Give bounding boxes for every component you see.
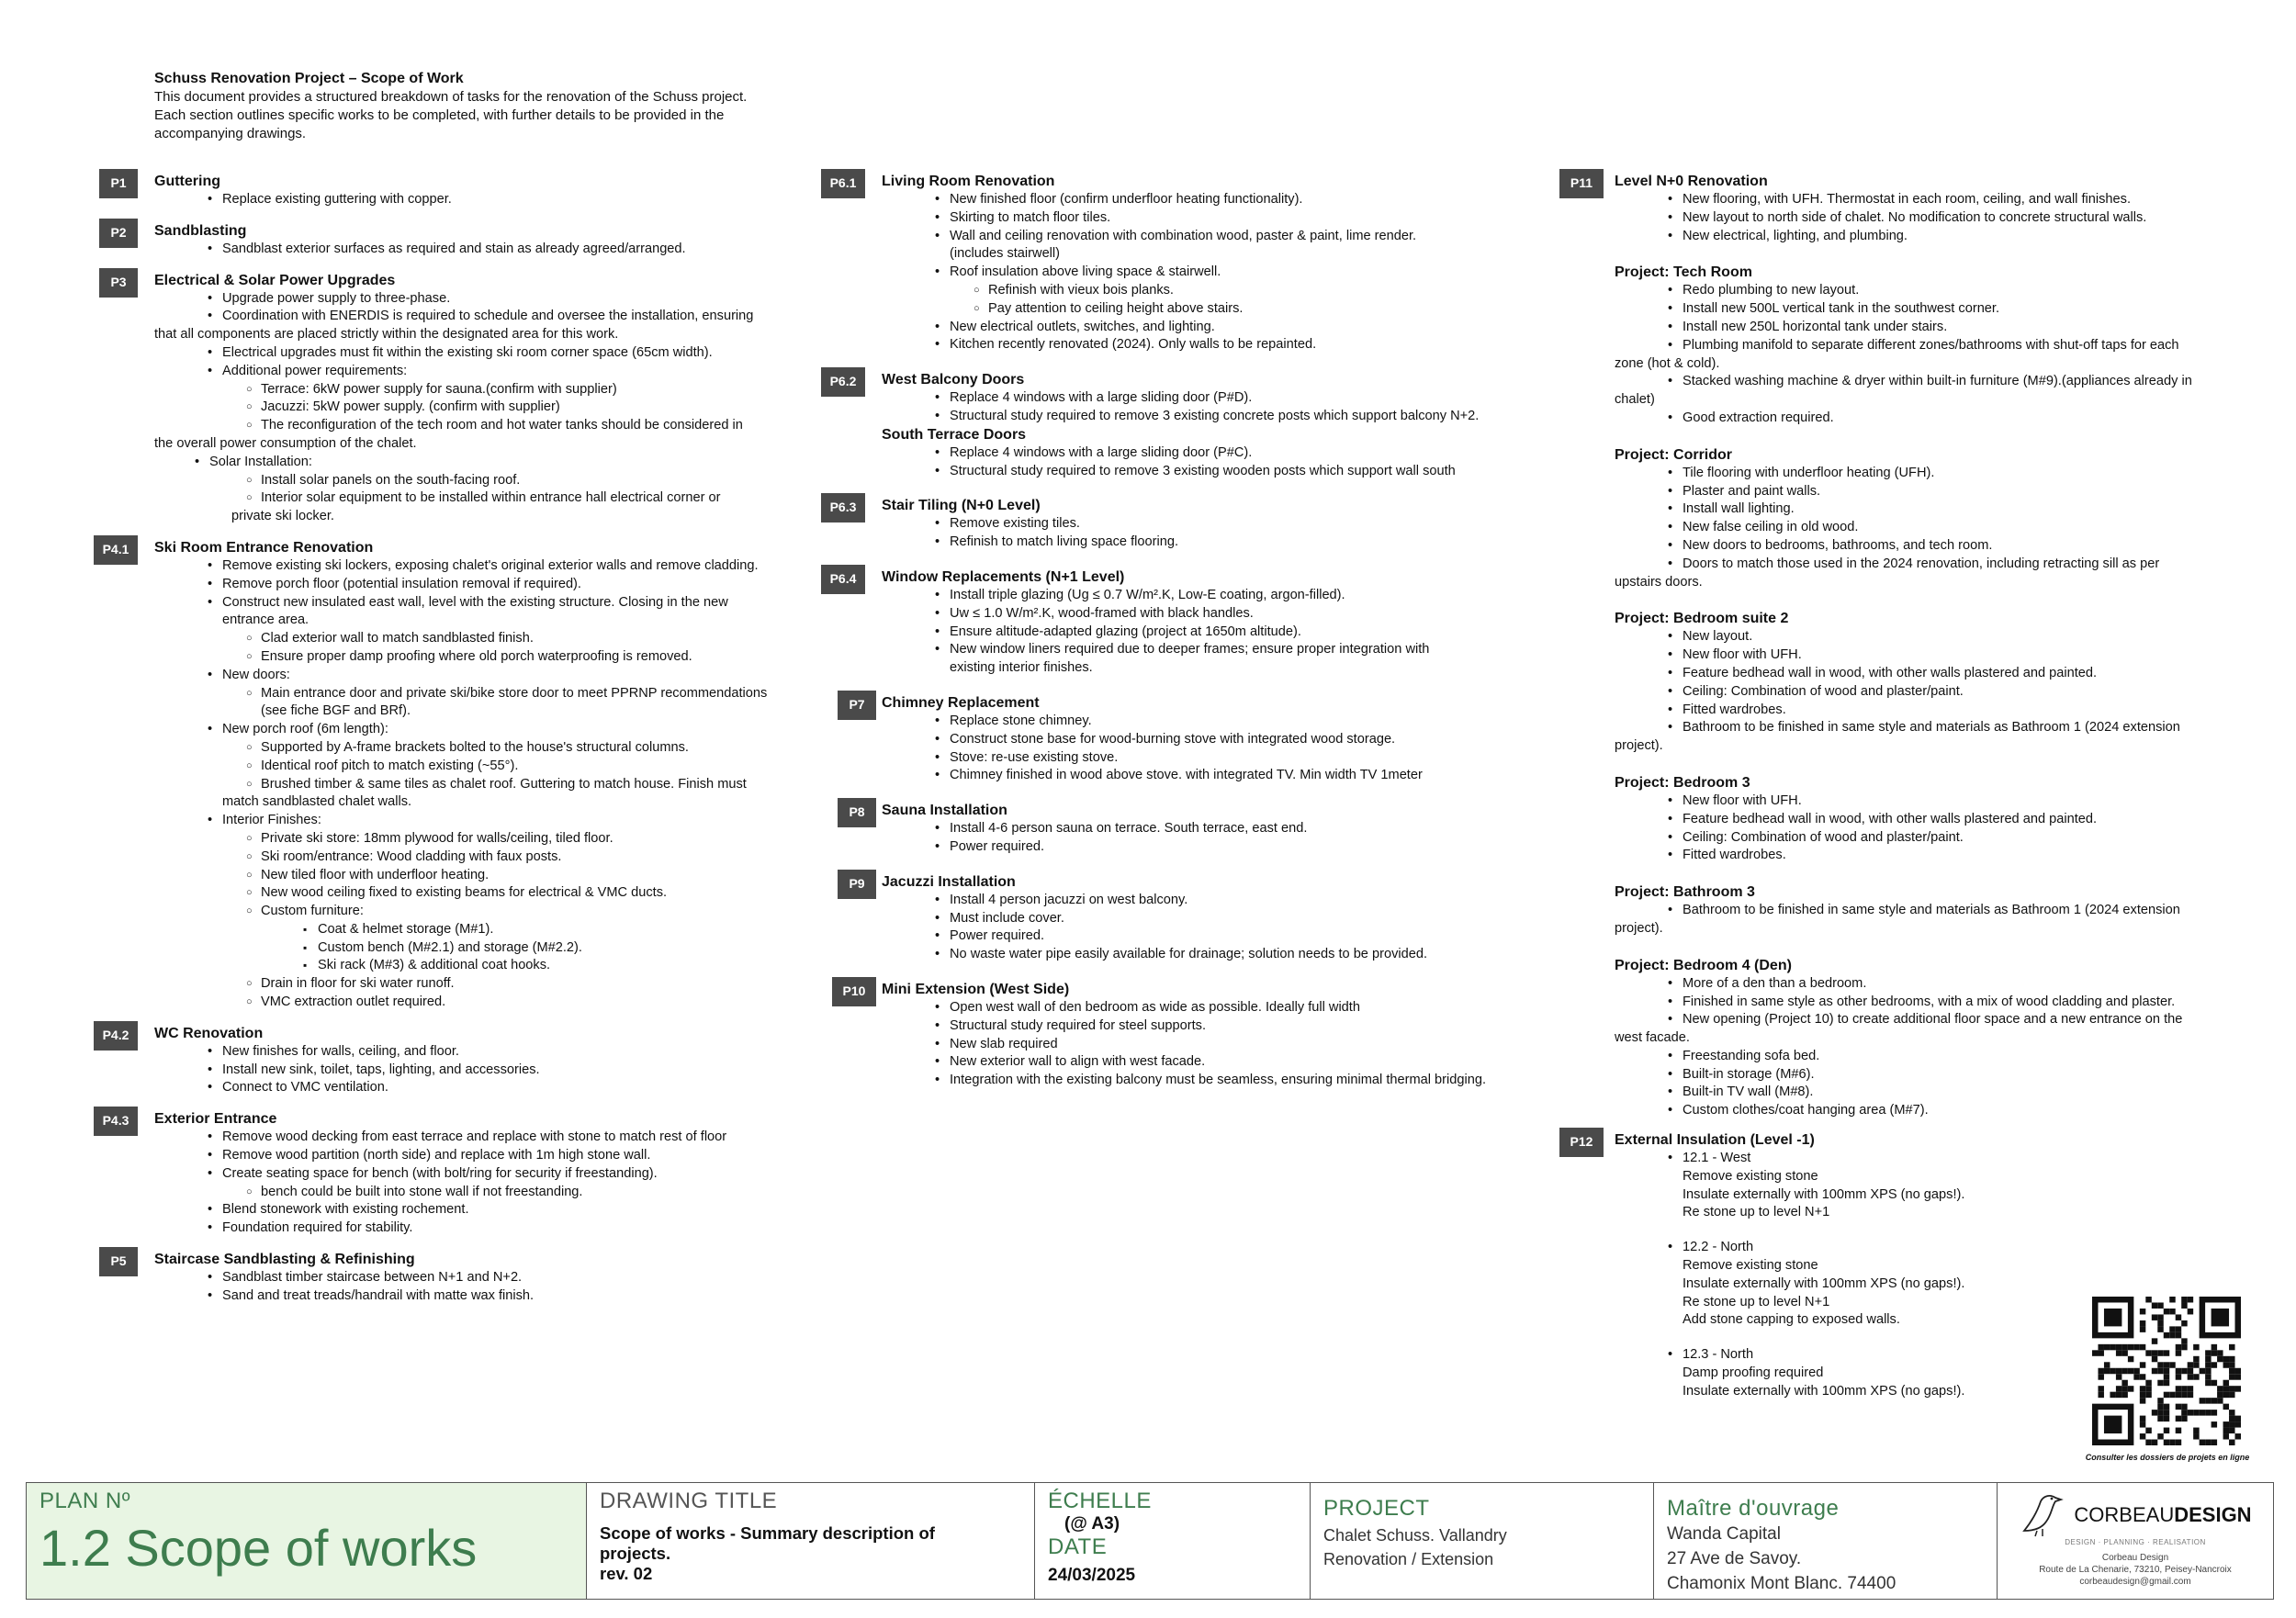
section-title: Ski Room Entrance Renovation [154, 539, 374, 556]
sub-bullet: ○ Drain in floor for ski water runoff. [246, 975, 816, 994]
bullet: • New finished floor (confirm underfloor heating functionality). [935, 191, 1561, 209]
section-p5 [99, 1251, 816, 1306]
section-badge: P5 [99, 1247, 138, 1276]
bullet-continuation: chalet) [1615, 392, 1655, 408]
section-badge: P6.4 [821, 565, 865, 594]
drawing-title-value: projects. [600, 1544, 671, 1563]
bullet: • Finished in same style as other bedrooms, with a mix of wood cladding and plaster. [1668, 994, 2257, 1012]
bullet: • Tile flooring with underfloor heating (UFH). [1668, 465, 2257, 483]
owner-cell [1654, 1483, 1998, 1599]
bullet: • Power required. [935, 927, 1561, 946]
bullet: • New layout to north side of chalet. No modification to concrete structural walls. [1668, 209, 2257, 228]
sub-bullet: ○ Jacuzzi: 5kW power supply. (confirm with supplier) [246, 399, 816, 417]
section-p6-1 [827, 173, 1561, 354]
bullet: • New doors: [208, 667, 816, 685]
drawing-title-cell [587, 1483, 1035, 1599]
bullet: • New floor with UFH. [1668, 646, 2257, 665]
drawing-title-value: Scope of works - Summary description of [600, 1523, 935, 1543]
bullet: • Electrical upgrades must fit within the existing ski room corner space (65cm width). [208, 344, 816, 363]
section-p4-3 [99, 1110, 816, 1238]
bullet: • Coordination with ENERDIS is required to schedule and oversee the installation, ensuring [208, 308, 816, 326]
owner-label: Maître d'ouvrage [1667, 1496, 1840, 1521]
text-line: Insulate externally with 100mm XPS (no gaps!). [1683, 1186, 1965, 1202]
bullet: • Plaster and paint walls. [1668, 483, 2257, 501]
bullet: • New porch roof (6m length): [208, 721, 816, 739]
bullet: • Feature bedhead wall in wood, with other walls plastered and painted. [1668, 811, 2257, 829]
sub-bullet: ○ New tiled floor with underfloor heating. [246, 867, 816, 885]
column-2 [827, 173, 1561, 1103]
bullet: • New flooring, with UFH. Thermostat in each room, ceiling, and wall finishes. [1668, 191, 2257, 209]
sub-bullet: ○ bench could be built into stone wall if not freestanding. [246, 1184, 816, 1202]
section-title: Guttering [154, 174, 220, 189]
section-title: External Insulation (Level -1) [1615, 1132, 1815, 1149]
company-name: Corbeau Design [2101, 1553, 2169, 1563]
bullet: • New false ceiling in old wood. [1668, 519, 2257, 537]
bullet: • Integration with the existing balcony must be seamless, ensuring minimal thermal bridging. [935, 1072, 1561, 1090]
bullet: • Blend stonework with existing rochement. [208, 1201, 816, 1219]
bullet: • Built-in storage (M#6). [1668, 1066, 2257, 1084]
owner-name: Wanda Capital [1667, 1524, 1781, 1544]
bullet-continuation: (includes stairwell) [950, 246, 1061, 262]
section-badge: P1 [99, 169, 138, 198]
sub-sub-bullet: ▪ Ski rack (M#3) & additional coat hooks. [303, 957, 816, 975]
logo-tagline: DESIGN · PLANNING · REALISATION [2065, 1538, 2206, 1546]
bullet: • New floor with UFH. [1668, 792, 2257, 811]
bullet: • Wall and ceiling renovation with combination wood, paster & paint, lime render. [935, 228, 1561, 246]
bullet: • New slab required [935, 1036, 1561, 1054]
sub-bullet: ○ Ski room/entrance: Wood cladding with faux posts. [246, 848, 816, 867]
project-bedroom-4 [1559, 957, 2257, 1120]
scale-value: (@ A3) [1064, 1514, 1120, 1534]
sub-bullet: ○ Main entrance door and private ski/bike store door to meet PPRNP recommendations [246, 685, 816, 703]
bullet: • New window liners required due to deeper frames; ensure proper integration with [935, 641, 1561, 659]
bullet: • Plumbing manifold to separate different zones/bathrooms with shut-off taps for each [1668, 337, 2257, 355]
intro-line: Each section outlines specific works to be completed, with further details to be provided in the [154, 107, 725, 123]
bullet: • More of a den than a bedroom. [1668, 975, 2257, 994]
bullet: • New doors to bedrooms, bathrooms, and tech room. [1668, 537, 2257, 556]
bullet: • Bathroom to be finished in same style and materials as Bathroom 1 (2024 extension [1668, 719, 2257, 737]
bullet-continuation: that all components are placed strictly within the designated area for this work. [154, 327, 619, 343]
project-bedroom-suite-2 [1559, 610, 2257, 756]
bullet-continuation: match sandblasted chalet walls. [222, 794, 412, 810]
sub-bullet: ○ New wood ceiling fixed to existing beams for electrical & VMC ducts. [246, 884, 816, 903]
bullet: • New electrical, lighting, and plumbing. [1668, 228, 2257, 246]
section-badge: P12 [1559, 1128, 1604, 1157]
section-badge: P6.2 [821, 367, 865, 397]
project-title: Project: Bathroom 3 [1615, 884, 1755, 901]
bullet: • Install new sink, toilet, taps, lighting, and accessories. [208, 1062, 816, 1080]
bullet: • Sandblast exterior surfaces as required and stain as already agreed/arranged. [208, 241, 816, 259]
bullet: • New opening (Project 10) to create additional floor space and a new entrance on the [1668, 1011, 2257, 1029]
bullet: • 12.3 - North [1668, 1346, 2257, 1365]
bullet: • Doors to match those used in the 2024 renovation, including retracting sill as per [1668, 556, 2257, 574]
section-p7 [827, 694, 1561, 785]
bullet: • Connect to VMC ventilation. [208, 1079, 816, 1097]
bullet: • Upgrade power supply to three-phase. [208, 290, 816, 309]
bullet-continuation: (see fiche BGF and BRf). [261, 703, 411, 719]
section-p6-4 [827, 568, 1561, 678]
scale-label: ÉCHELLE [1048, 1489, 1152, 1513]
text-line: Insulate externally with 100mm XPS (no gaps!). [1683, 1383, 1965, 1399]
bullet: • Fitted wardrobes. [1668, 847, 2257, 865]
section-title: Exterior Entrance [154, 1111, 277, 1128]
logo-cell [1998, 1483, 2273, 1599]
bullet: • Remove existing ski lockers, exposing chalet's original exterior walls and remove cladding. [208, 557, 816, 576]
bullet: • 12.2 - North [1668, 1239, 2257, 1257]
section-badge: P2 [99, 219, 138, 248]
sub-bullet: ○ VMC extraction outlet required. [246, 994, 816, 1012]
section-badge: P9 [838, 870, 876, 899]
bullet: • Replace stone chimney. [935, 713, 1561, 731]
section-title: Chimney Replacement [882, 694, 1040, 711]
plan-number-value: 1.2 Scope of works [39, 1519, 478, 1577]
project-title: Project: Bedroom 4 (Den) [1615, 957, 1792, 973]
project-title: Project: Tech Room [1615, 264, 1752, 281]
sub-bullet: ○ Interior solar equipment to be installed within entrance hall electrical corner or [246, 489, 816, 508]
bullet: • Sand and treat treads/handrail with matte wax finish. [208, 1287, 816, 1306]
crow-logo-icon [2019, 1490, 2066, 1538]
bullet: • 12.1 - West [1668, 1150, 2257, 1168]
bullet: • Roof insulation above living space & stairwell. [935, 264, 1561, 282]
bullet: • Construct stone base for wood-burning stove with integrated wood storage. [935, 731, 1561, 749]
project-title: Project: Bedroom suite 2 [1615, 611, 1789, 627]
section-title: Stair Tiling (N+0 Level) [882, 498, 1041, 514]
text-line: Re stone up to level N+1 [1683, 1205, 1830, 1220]
bullet: • Foundation required for stability. [208, 1219, 816, 1238]
bullet: • Refinish to match living space flooring. [935, 534, 1561, 552]
bullet: • Chimney finished in wood above stove. with integrated TV. Min width TV 1meter [935, 767, 1561, 785]
section-title: Electrical & Solar Power Upgrades [154, 272, 396, 288]
section-title: Level N+0 Renovation [1615, 174, 1768, 189]
bullet: • Built-in TV wall (M#8). [1668, 1084, 2257, 1102]
sub-sub-bullet: ▪ Coat & helmet storage (M#1). [303, 921, 816, 939]
bullet: • Ensure altitude-adapted glazing (project at 1650m altitude). [935, 624, 1561, 642]
bullet: • Remove wood partition (north side) and replace with 1m high stone wall. [208, 1147, 816, 1165]
column-1 [99, 173, 816, 1319]
bullet: • Replace 4 windows with a large sliding door (P#C). [935, 444, 1561, 463]
bullet: • Replace existing guttering with copper. [208, 191, 816, 209]
bullet: • Skirting to match floor tiles. [935, 209, 1561, 228]
bullet: • New finishes for walls, ceiling, and floor. [208, 1043, 816, 1062]
date-value: 24/03/2025 [1048, 1566, 1136, 1585]
qr-code-icon[interactable] [2092, 1297, 2241, 1445]
bullet: • Install new 500L vertical tank in the southwest corner. [1668, 300, 2257, 319]
company-address: Route de La Chenarie, 73210, Peisey-Nancroix [2039, 1565, 2232, 1575]
bullet: • Solar Installation: [195, 454, 816, 472]
bullet: • New electrical outlets, switches, and lighting. [935, 319, 1561, 337]
bullet-continuation: existing interior finishes. [950, 660, 1093, 676]
logo-name-bold: DESIGN [2174, 1503, 2252, 1526]
section-title: Mini Extension (West Side) [882, 981, 1070, 997]
drawing-title-label: DRAWING TITLE [600, 1489, 778, 1513]
sub-bullet: ○ Identical roof pitch to match existing (~55°). [246, 758, 816, 776]
bullet: • Replace 4 windows with a large sliding door (P#D). [935, 389, 1561, 408]
section-badge: P7 [838, 691, 876, 720]
bullet: • Redo plumbing to new layout. [1668, 282, 2257, 300]
project-title: Project: Corridor [1615, 446, 1733, 463]
bullet: • Stove: re-use existing stove. [935, 749, 1561, 768]
bullet: • Install triple glazing (Ug ≤ 0.7 W/m².K, Low-E coating, argon-filled). [935, 587, 1561, 605]
sub-sub-bullet: ▪ Custom bench (M#2.1) and storage (M#2.2). [303, 939, 816, 958]
project-cell [1311, 1483, 1654, 1599]
project-corridor [1559, 446, 2257, 592]
project-name: Chalet Schuss. Vallandry [1323, 1526, 1507, 1545]
section-p4-1 [99, 539, 816, 1012]
logo-name: CORBEAU [2074, 1503, 2175, 1526]
qr-caption: Consulter les dossiers de projets en ligne [2085, 1453, 2250, 1462]
project-bedroom-3 [1559, 774, 2257, 865]
plan-number-cell [27, 1483, 587, 1599]
bullet: • Open west wall of den bedroom as wide as possible. Ideally full width [935, 999, 1561, 1017]
owner-city: Chamonix Mont Blanc. 74400 [1667, 1574, 1896, 1593]
section-badge: P4.3 [94, 1107, 138, 1136]
bullet: • Remove existing tiles. [935, 515, 1561, 534]
drawing-revision: rev. 02 [600, 1564, 653, 1583]
bullet-continuation: upstairs doors. [1615, 574, 1703, 590]
project-bathroom-3 [1559, 883, 2257, 938]
project-label: PROJECT [1323, 1496, 1430, 1521]
text-line: Re stone up to level N+1 [1683, 1294, 1830, 1309]
bullet: • Create seating space for bench (with bolt/ring for security if freestanding). [208, 1165, 816, 1184]
section-badge: P6.1 [821, 169, 865, 198]
section-p11 [1559, 173, 2257, 245]
document-title: Schuss Renovation Project – Scope of Work [154, 71, 464, 86]
bullet-continuation: zone (hot & cold). [1615, 355, 1720, 371]
sub-bullet: ○ Private ski store: 18mm plywood for walls/ceiling, tiled floor. [246, 830, 816, 848]
bullet: • Install 4-6 person sauna on terrace. South terrace, east end. [935, 820, 1561, 838]
section-title: Sandblasting [154, 222, 247, 239]
bullet: • Sandblast timber staircase between N+1 and N+2. [208, 1269, 816, 1287]
bullet: • New layout. [1668, 628, 2257, 646]
bullet-continuation: entrance area. [222, 612, 310, 628]
section-badge: P4.2 [94, 1021, 138, 1051]
bullet: • Freestanding sofa bed. [1668, 1048, 2257, 1066]
section-badge: P8 [838, 798, 876, 827]
section-title: Window Replacements (N+1 Level) [882, 568, 1125, 585]
project-tech-room [1559, 264, 2257, 427]
bullet-continuation: private ski locker. [231, 509, 334, 524]
bullet: • No waste water pipe easily available for drainage; solution needs to be provided. [935, 946, 1561, 964]
section-p8 [827, 802, 1561, 857]
bullet: • Remove porch floor (potential insulation removal if required). [208, 576, 816, 594]
bullet: • Interior Finishes: [208, 812, 816, 830]
bullet: • Structural study required to remove 3 existing concrete posts which support balcony N+2. [935, 408, 1561, 426]
bullet: • Install 4 person jacuzzi on west balcony. [935, 892, 1561, 910]
section-badge: P4.1 [94, 535, 138, 565]
section-title: WC Renovation [154, 1025, 264, 1041]
section-p6-3 [827, 497, 1561, 552]
intro-line: accompanying drawings. [154, 126, 307, 141]
bullet: • Additional power requirements: [208, 363, 816, 381]
text-line: Add stone capping to exposed walls. [1683, 1312, 1900, 1328]
sub-bullet: ○ Supported by A-frame brackets bolted to the house's structural columns. [246, 739, 816, 758]
bullet: • Remove wood decking from east terrace and replace with stone to match rest of floor [208, 1129, 816, 1147]
section-title: West Balcony Doors [882, 372, 1025, 388]
sub-bullet: ○ Custom furniture: [246, 903, 816, 921]
section-badge: P6.3 [821, 493, 865, 522]
section-title: Sauna Installation [882, 803, 1007, 819]
bullet-continuation: project). [1615, 738, 1663, 754]
sub-bullet: ○ Clad exterior wall to match sandblasted finish. [246, 630, 816, 648]
section-badge: P3 [99, 268, 138, 298]
bullet: • Stacked washing machine & dryer within built-in furniture (M#9).(appliances already in [1668, 373, 2257, 391]
bullet: • Structural study required to remove 3 existing wooden posts which support wall south [935, 463, 1561, 481]
bullet: • Bathroom to be finished in same style and materials as Bathroom 1 (2024 extension [1668, 902, 2257, 920]
owner-address: 27 Ave de Savoy. [1667, 1549, 1802, 1568]
project-type: Renovation / Extension [1323, 1550, 1494, 1568]
bullet: • Ceiling: Combination of wood and plaster/paint. [1668, 683, 2257, 702]
column-3 [1559, 173, 2257, 1414]
section-title: Staircase Sandblasting & Refinishing [154, 1252, 415, 1268]
text-line: Insulate externally with 100mm XPS (no gaps!). [1683, 1275, 1965, 1291]
section-badge: P10 [832, 977, 876, 1006]
section-p3 [99, 272, 816, 526]
sub-bullet: ○ Pay attention to ceiling height above stairs. [974, 300, 1561, 319]
section-title: Jacuzzi Installation [882, 873, 1016, 890]
sub-bullet: ○ Refinish with vieux bois planks. [974, 282, 1561, 300]
sub-bullet: ○ The reconfiguration of the tech room and hot water tanks should be considered in [246, 417, 816, 435]
section-p10 [827, 981, 1561, 1090]
text-line: Remove existing stone [1683, 1168, 1818, 1184]
section-badge: P11 [1559, 169, 1604, 198]
sub-bullet: ○ Brushed timber & same tiles as chalet roof. Guttering to match house. Finish must [246, 776, 816, 794]
bullet: • Custom clothes/coat hanging area (M#7). [1668, 1102, 2257, 1120]
bullet-continuation: west facade. [1615, 1030, 1690, 1046]
sub-bullet: ○ Terrace: 6kW power supply for sauna.(confirm with supplier) [246, 381, 816, 399]
bullet-continuation: the overall power consumption of the chalet. [154, 435, 417, 451]
bullet-continuation: project). [1615, 920, 1663, 936]
scale-date-cell [1035, 1483, 1311, 1599]
bullet: • Feature bedhead wall in wood, with other walls plastered and painted. [1668, 665, 2257, 683]
text-line: Remove existing stone [1683, 1258, 1818, 1274]
section-p6-2 [827, 371, 1561, 480]
section-p4-2 [99, 1025, 816, 1097]
bullet: • Ceiling: Combination of wood and plaster/paint. [1668, 829, 2257, 848]
section-subtitle: South Terrace Doors [882, 426, 1027, 443]
intro [154, 70, 816, 143]
intro-line: This document provides a structured breakdown of tasks for the renovation of the Schuss project. [154, 89, 748, 105]
sub-bullet: ○ Install solar panels on the south-facing roof. [246, 472, 816, 490]
bullet: • Construct new insulated east wall, level with the existing structure. Closing in the new [208, 594, 816, 612]
project-title: Project: Bedroom 3 [1615, 774, 1750, 791]
sub-bullet: ○ Ensure proper damp proofing where old porch waterproofing is removed. [246, 648, 816, 667]
title-block [26, 1482, 2274, 1600]
bullet: • Structural study required for steel supports. [935, 1017, 1561, 1036]
section-p1 [99, 173, 816, 209]
date-label: DATE [1048, 1534, 1108, 1559]
section-p2 [99, 222, 816, 259]
section-title: Living Room Renovation [882, 174, 1055, 189]
bullet: • Fitted wardrobes. [1668, 702, 2257, 720]
company-email: corbeaudesign@gmail.com [2079, 1577, 2191, 1587]
bullet: • Install wall lighting. [1668, 500, 2257, 519]
plan-number-label: PLAN Nº [39, 1489, 130, 1513]
bullet: • Good extraction required. [1668, 410, 2257, 428]
bullet: • Install new 250L horizontal tank under stairs. [1668, 319, 2257, 337]
bullet: • New exterior wall to align with west facade. [935, 1053, 1561, 1072]
bullet: • Power required. [935, 838, 1561, 857]
bullet: • Uw ≤ 1.0 W/m².K, wood-framed with black handles. [935, 605, 1561, 624]
section-p9 [827, 873, 1561, 964]
bullet: • Kitchen recently renovated (2024). Only walls to be repainted. [935, 336, 1561, 354]
bullet: • Must include cover. [935, 910, 1561, 928]
text-line: Damp proofing required [1683, 1365, 1824, 1381]
